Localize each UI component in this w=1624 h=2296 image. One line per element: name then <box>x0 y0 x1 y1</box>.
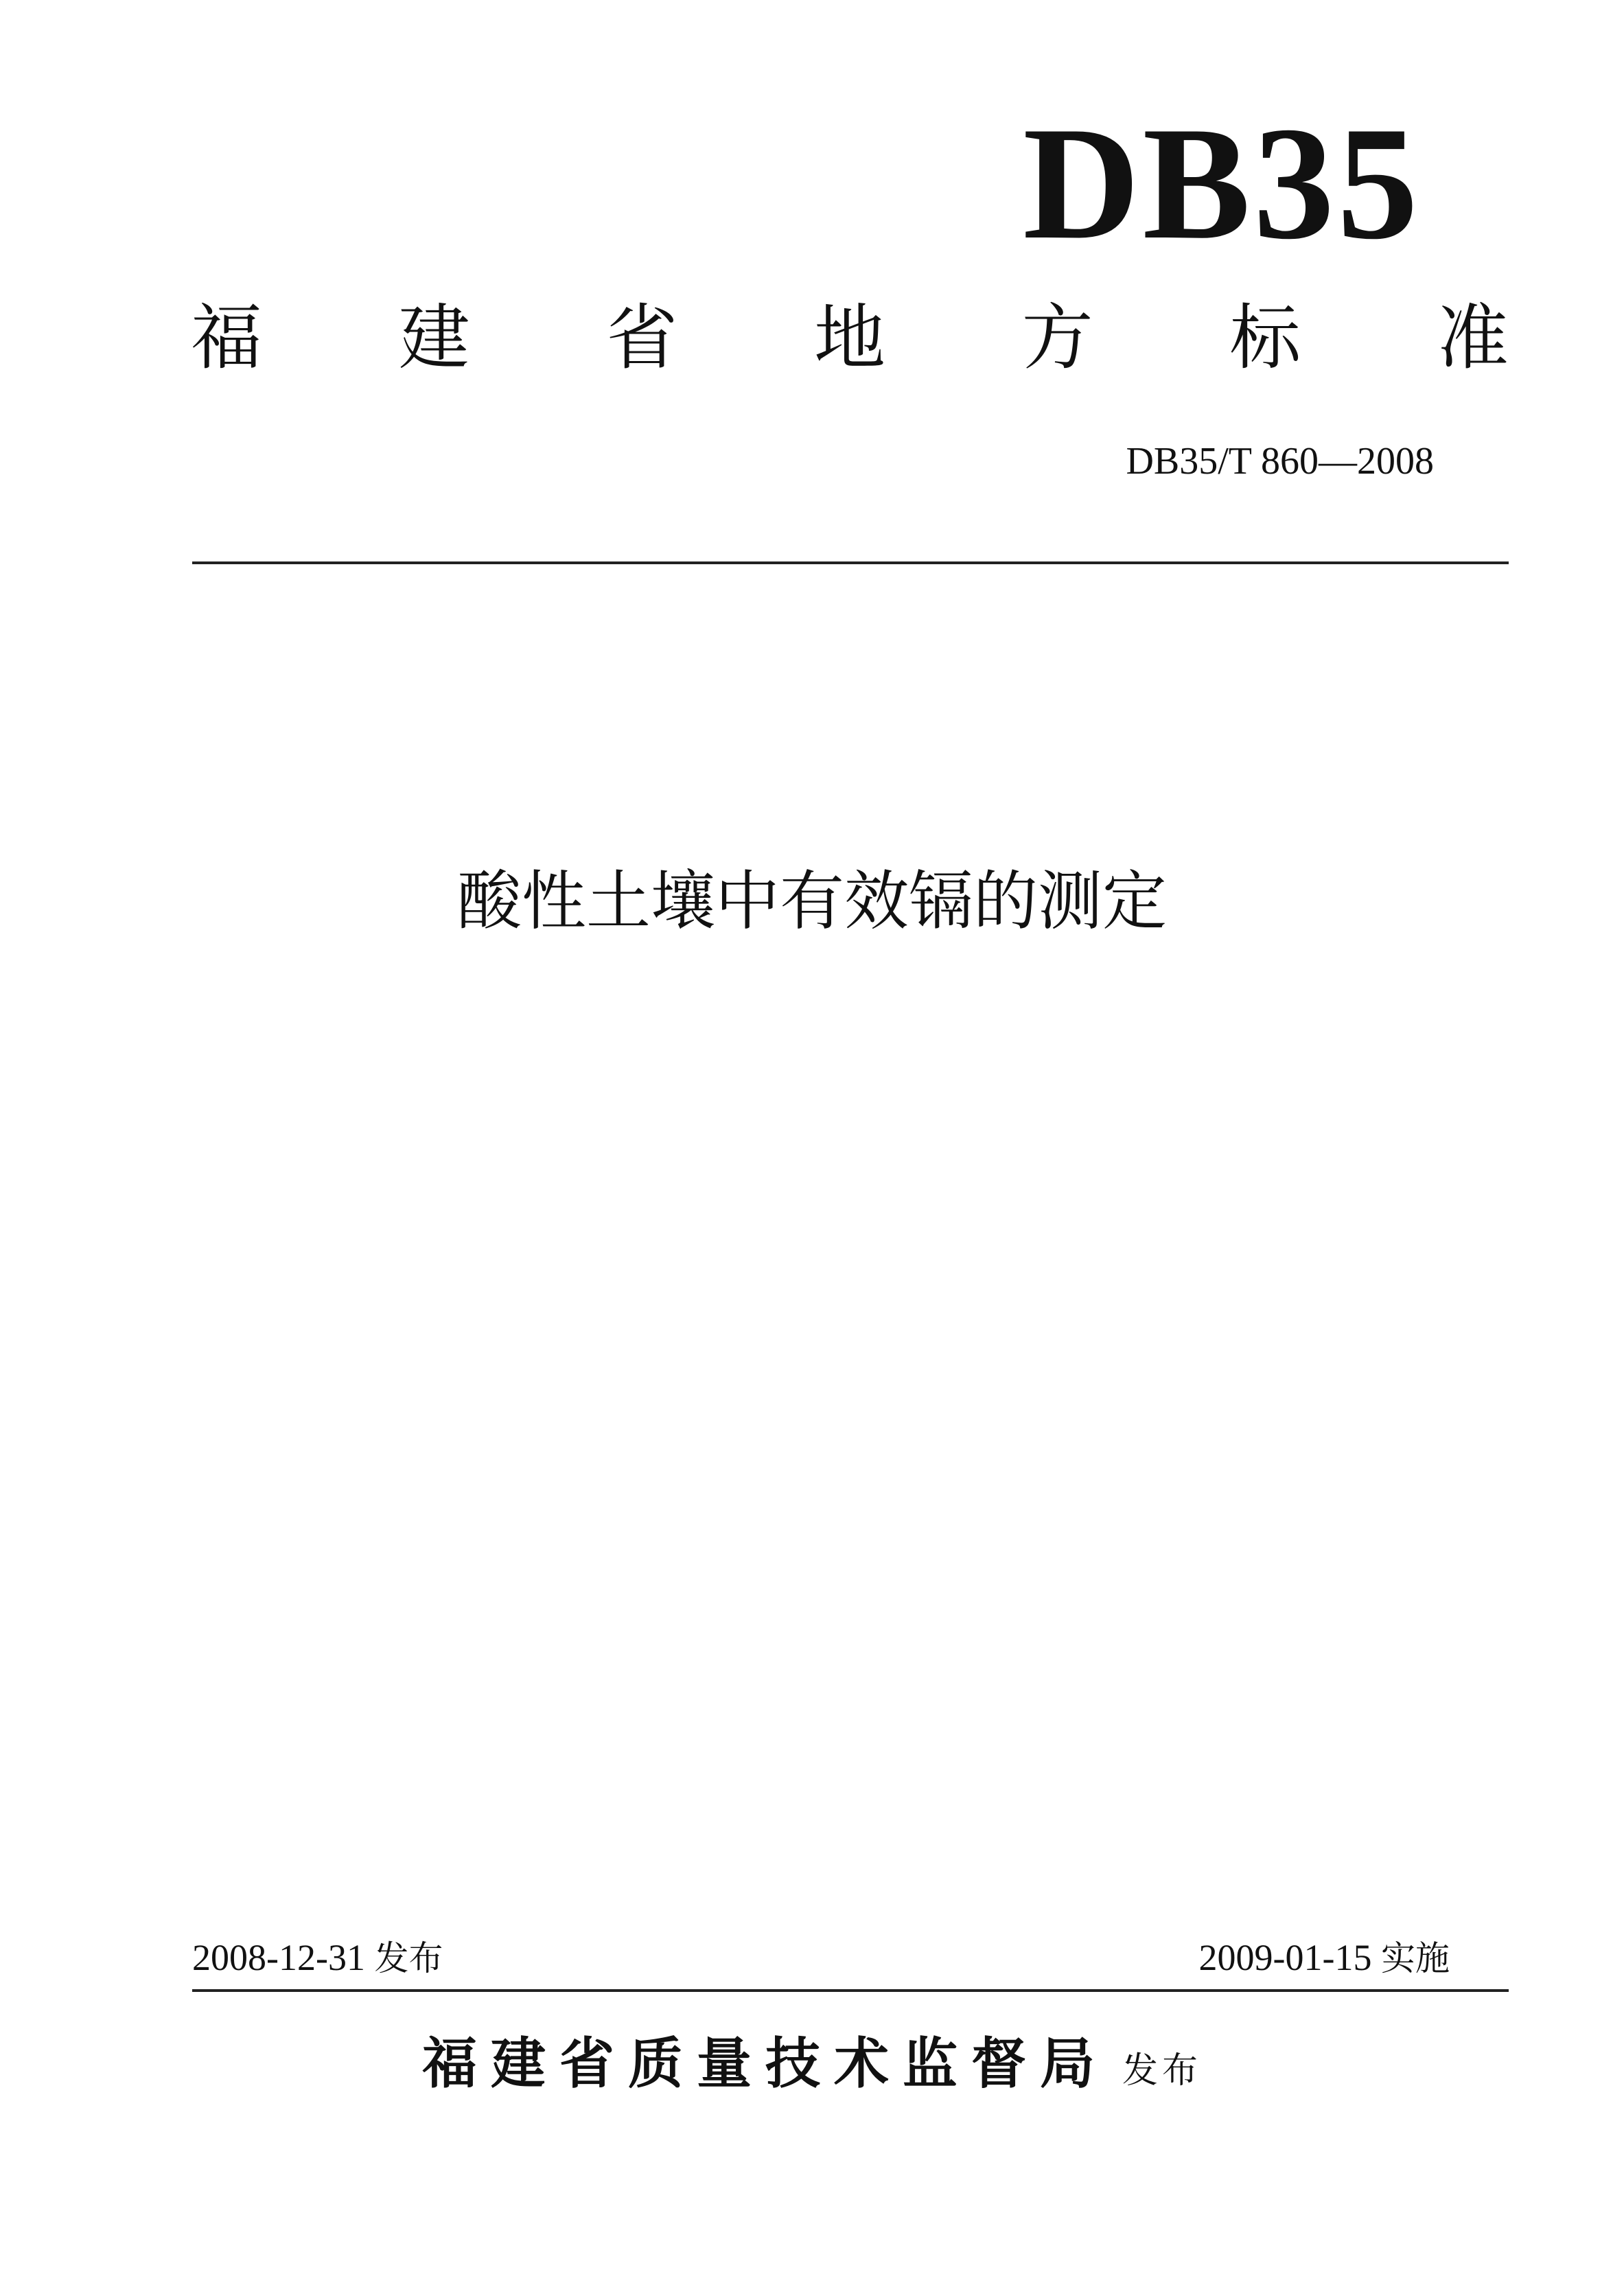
standard-type-char: 准 <box>1437 296 1509 380</box>
issue-date-line <box>192 1936 443 1980</box>
standard-type-char: 福 <box>191 296 263 380</box>
standard-type-char: 标 <box>1229 296 1301 380</box>
top-divider <box>192 561 1509 564</box>
standard-type-char: 方 <box>1021 296 1093 380</box>
issue-date: 2008-12-31 <box>192 1937 365 1978</box>
standard-number: DB35/T 860—2008 <box>1126 440 1434 483</box>
issue-label: 发布 <box>374 1938 443 1978</box>
issuer-line <box>0 2026 1624 2109</box>
standard-type-char: 建 <box>398 296 470 380</box>
issuer-suffix: 发布 <box>1122 2050 1202 2091</box>
bottom-divider <box>192 1989 1509 1992</box>
standard-type-char: 省 <box>606 296 678 380</box>
standard-type-heading <box>191 297 1509 379</box>
standard-type-char: 地 <box>813 296 885 380</box>
implement-date: 2009-01-15 <box>1198 1937 1372 1978</box>
implement-date-line <box>1199 1936 1450 1980</box>
standard-logo: DB35 <box>1023 94 1421 273</box>
implement-label: 实施 <box>1381 1938 1450 1978</box>
document-title: 酸性土壤中有效镉的测定 <box>456 864 1167 939</box>
issuer-name: 福建省质量技术监督局 <box>421 2032 1109 2096</box>
